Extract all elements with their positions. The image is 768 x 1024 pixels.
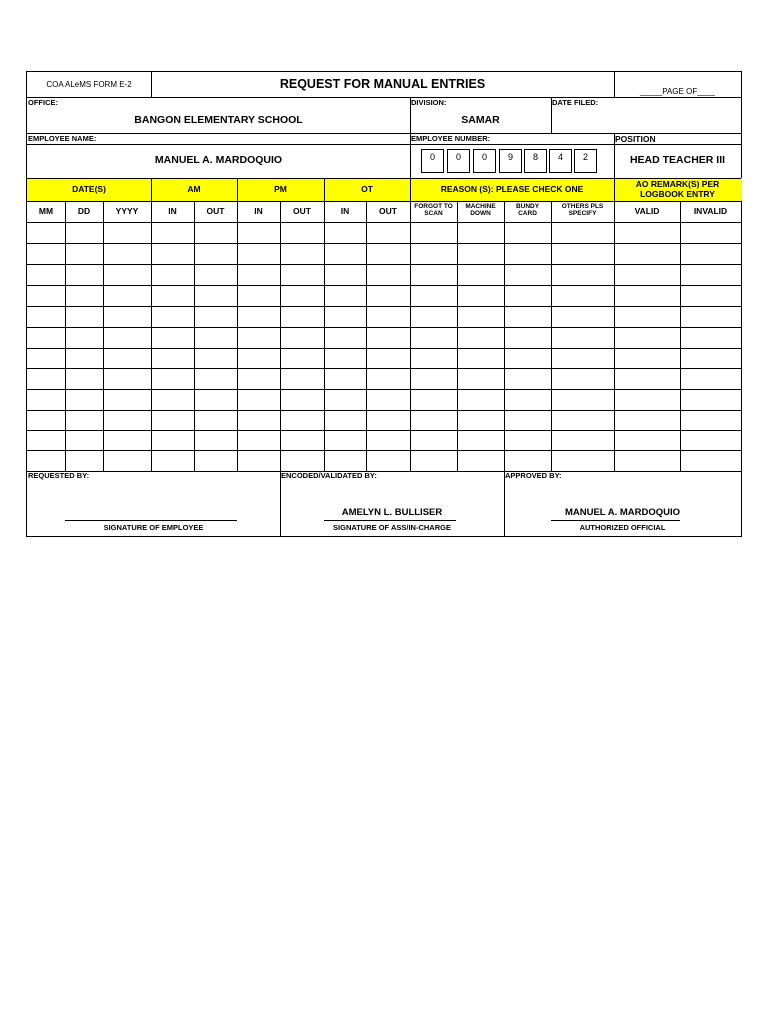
employee-number-digit: 9 [499, 149, 522, 173]
employee-number-digit: 4 [549, 149, 572, 173]
subheader-forgot-line1: FORGOT TO [414, 203, 453, 210]
subheader-pm-in: IN [254, 206, 263, 216]
division-value: SAMAR [461, 114, 500, 126]
approver-name: MANUEL A. MARDOQUIO [564, 507, 681, 518]
employee-number-digit: 0 [473, 149, 496, 173]
subheader-others-line2: SPECIFY [568, 210, 597, 217]
employee-signature-line [65, 520, 237, 521]
signature-ass-label: SIGNATURE OF ASS/IN-CHARGE [333, 523, 451, 532]
entry-rows-grid[interactable] [27, 222, 741, 471]
employee-number-digit: 2 [574, 149, 597, 173]
office-label: OFFICE: [28, 98, 58, 107]
subheader-machine-line2: DOWN [470, 210, 491, 217]
subheader-am-in: IN [168, 206, 177, 216]
subheader-am-out: OUT [206, 206, 225, 216]
approver-signature-line [551, 520, 680, 521]
approved-label: APPROVED BY: [505, 471, 562, 480]
header-pm: PM [274, 184, 287, 194]
header-ot: OT [361, 184, 373, 194]
division-label: DIVISION: [411, 98, 447, 107]
header-remarks-line1: AO REMARK(S) PER [635, 179, 720, 189]
form-code: COA ALeMS FORM E-2 [46, 80, 132, 89]
subheader-others-line1: OTHERS PLS [561, 203, 604, 210]
manual-entries-form [26, 71, 742, 537]
position-label: POSITION [615, 134, 656, 144]
authorized-label: AUTHORIZED OFFICIAL [579, 523, 666, 532]
employee-number-digit: 0 [447, 149, 470, 173]
subheader-yyyy: YYYY [115, 206, 139, 216]
header-remarks-line2: LOGBOOK ENTRY [640, 189, 715, 199]
subheader-ot-out: OUT [379, 206, 397, 216]
subheader-dd: DD [77, 206, 91, 216]
page-of-label: _____PAGE OF____ [639, 87, 715, 96]
subheader-ot-in: IN [340, 206, 350, 216]
encoded-label: ENCODED/VALIDATED BY: [281, 471, 377, 480]
signature-employee-label: SIGNATURE OF EMPLOYEE [103, 523, 204, 532]
subheader-bundy-line1: BUNDY [515, 203, 540, 210]
header-dates: DATE(S) [72, 184, 106, 194]
employee-number-digit: 0 [421, 149, 444, 173]
subheader-bundy-line2: CARD [518, 210, 537, 217]
employee-number-digit: 8 [524, 149, 547, 173]
employee-number-label: EMPLOYEE NUMBER: [411, 134, 491, 143]
office-value: BANGON ELEMENTARY SCHOOL [134, 114, 303, 126]
employee-name-value: MANUEL A. MARDOQUIO [154, 154, 283, 166]
subheader-machine-line1: MACHINE [465, 203, 496, 210]
subheader-mm: MM [38, 206, 54, 216]
subheader-invalid: INVALID [693, 206, 728, 216]
ass-signature-line [324, 520, 456, 521]
position-value: HEAD TEACHER III [629, 154, 726, 166]
date-filed-label: DATE FILED: [552, 98, 599, 107]
subheader-valid: VALID [634, 206, 660, 216]
subheader-pm-out: OUT [293, 206, 311, 216]
header-reason: REASON (S): PLEASE CHECK ONE [440, 184, 584, 194]
employee-name-label: EMPLOYEE NAME: [28, 134, 97, 143]
encoder-name: AMELYN L. BULLISER [341, 507, 443, 518]
header-am: AM [187, 184, 201, 194]
subheader-forgot-line2: SCAN [424, 210, 443, 217]
requested-by-label: REQUESTED BY: [28, 471, 90, 480]
form-title: REQUEST FOR MANUAL ENTRIES [279, 77, 486, 91]
